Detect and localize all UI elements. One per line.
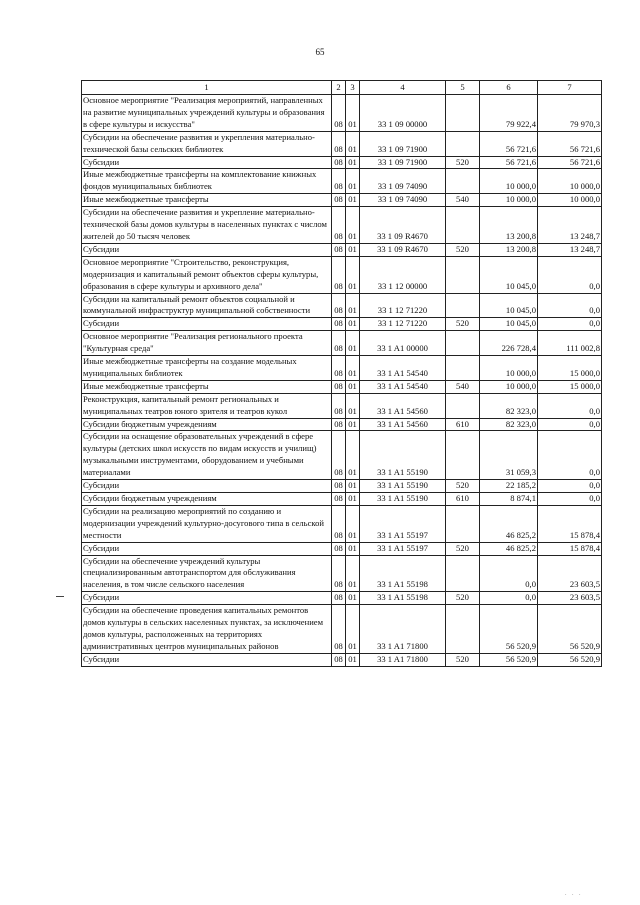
margin-mark (56, 596, 64, 597)
amount-year2-cell: 56 721,6 (538, 156, 602, 169)
column-header: 4 (360, 81, 446, 95)
amount-year1-cell: 31 059,3 (480, 431, 538, 480)
subsection-code-cell: 01 (346, 418, 360, 431)
amount-year1-cell: 10 045,0 (480, 318, 538, 331)
subsection-code-cell: 01 (346, 194, 360, 207)
amount-year2-cell: 23 603,5 (538, 592, 602, 605)
amount-year1-cell: 0,0 (480, 592, 538, 605)
section-code-cell: 08 (332, 131, 346, 156)
target-article-cell: 33 1 A1 71800 (360, 605, 446, 654)
table-row (82, 480, 602, 493)
table-row (82, 318, 602, 331)
table-row (82, 493, 602, 506)
amount-year2-cell: 0,0 (538, 256, 602, 293)
expense-type-cell: 540 (446, 380, 480, 393)
table-row (82, 207, 602, 244)
target-article-cell: 33 1 A1 55190 (360, 431, 446, 480)
target-article-cell: 33 1 09 74090 (360, 169, 446, 194)
amount-year1-cell: 56 721,6 (480, 156, 538, 169)
expense-type-cell (446, 131, 480, 156)
row-name-cell: Субсидии (82, 318, 332, 331)
table-row (82, 293, 602, 318)
table-row (82, 555, 602, 592)
target-article-cell: 33 1 A1 54560 (360, 393, 446, 418)
section-code-cell: 08 (332, 243, 346, 256)
section-code-cell: 08 (332, 194, 346, 207)
table-row (82, 169, 602, 194)
amount-year1-cell: 10 045,0 (480, 256, 538, 293)
table-row (82, 243, 602, 256)
target-article-cell: 33 1 A1 55190 (360, 480, 446, 493)
row-name-cell: Основное мероприятие "Реализация мероприятий, направленных на развитие муниципальных учреждений культуры и образования в сфере культуры и искусства" (82, 95, 332, 132)
section-code-cell: 08 (332, 169, 346, 194)
target-article-cell: 33 1 09 71900 (360, 131, 446, 156)
section-code-cell: 08 (332, 207, 346, 244)
budget-table (81, 80, 602, 667)
subsection-code-cell: 01 (346, 653, 360, 666)
section-code-cell: 08 (332, 331, 346, 356)
section-code-cell: 08 (332, 356, 346, 381)
section-code-cell: 08 (332, 480, 346, 493)
amount-year1-cell: 82 323,0 (480, 418, 538, 431)
section-code-cell: 08 (332, 418, 346, 431)
row-name-cell: Субсидии на оснащение образовательных учреждений в сфере культуры (детских школ искусств по видам искусств и училищ) музыкальными инструментами, оборудованием и учебными материалами (82, 431, 332, 480)
amount-year2-cell: 0,0 (538, 431, 602, 480)
amount-year2-cell: 56 520,9 (538, 605, 602, 654)
amount-year1-cell: 82 323,0 (480, 393, 538, 418)
expense-type-cell: 520 (446, 480, 480, 493)
row-name-cell: Субсидии на обеспечение развития и укрепления материально-технической базы сельских библиотек (82, 131, 332, 156)
subsection-code-cell: 01 (346, 555, 360, 592)
row-name-cell: Основное мероприятие "Реализация регионального проекта "Культурная среда" (82, 331, 332, 356)
table-row (82, 592, 602, 605)
column-header: 3 (346, 81, 360, 95)
table-row (82, 331, 602, 356)
target-article-cell: 33 1 A1 55198 (360, 555, 446, 592)
expense-type-cell (446, 207, 480, 244)
section-code-cell: 08 (332, 592, 346, 605)
target-article-cell: 33 1 12 00000 (360, 256, 446, 293)
target-article-cell: 33 1 A1 54540 (360, 356, 446, 381)
subsection-code-cell: 01 (346, 480, 360, 493)
expense-type-cell (446, 356, 480, 381)
row-name-cell: Иные межбюджетные трансферты на комплектование книжных фондов муниципальных библиотек (82, 169, 332, 194)
expense-type-cell (446, 256, 480, 293)
expense-type-cell (446, 169, 480, 194)
expense-type-cell: 520 (446, 542, 480, 555)
table-row (82, 356, 602, 381)
expense-type-cell: 540 (446, 194, 480, 207)
amount-year2-cell: 56 721,6 (538, 131, 602, 156)
row-name-cell: Субсидии (82, 480, 332, 493)
subsection-code-cell: 01 (346, 156, 360, 169)
amount-year1-cell: 226 728,4 (480, 331, 538, 356)
table-row (82, 605, 602, 654)
amount-year2-cell: 15 000,0 (538, 356, 602, 381)
expense-type-cell (446, 393, 480, 418)
expense-type-cell (446, 555, 480, 592)
row-name-cell: Реконструкция, капитальный ремонт региональных и муниципальных театров юного зрителя и театров кукол (82, 393, 332, 418)
amount-year2-cell: 13 248,7 (538, 207, 602, 244)
row-name-cell: Субсидии на обеспечение проведения капитальных ремонтов домов культуры в сельских населенных пунктах, за исключением домов культуры, расположенных на территориях административных центров муниципальных районов (82, 605, 332, 654)
subsection-code-cell: 01 (346, 605, 360, 654)
target-article-cell: 33 1 12 71220 (360, 293, 446, 318)
target-article-cell: 33 1 A1 00000 (360, 331, 446, 356)
section-code-cell: 08 (332, 393, 346, 418)
amount-year1-cell: 10 000,0 (480, 380, 538, 393)
amount-year2-cell: 0,0 (538, 293, 602, 318)
section-code-cell: 08 (332, 542, 346, 555)
subsection-code-cell: 01 (346, 293, 360, 318)
subsection-code-cell: 01 (346, 95, 360, 132)
table-row (82, 542, 602, 555)
section-code-cell: 08 (332, 256, 346, 293)
section-code-cell: 08 (332, 505, 346, 542)
target-article-cell: 33 1 A1 55198 (360, 592, 446, 605)
expense-type-cell (446, 605, 480, 654)
table-row (82, 156, 602, 169)
row-name-cell: Субсидии на капитальный ремонт объектов социальной и коммунальной инфраструктур муниципальной собственности (82, 293, 332, 318)
expense-type-cell (446, 293, 480, 318)
column-header: 6 (480, 81, 538, 95)
amount-year2-cell: 0,0 (538, 393, 602, 418)
amount-year1-cell: 79 922,4 (480, 95, 538, 132)
subsection-code-cell: 01 (346, 331, 360, 356)
row-name-cell: Субсидии бюджетным учреждениям (82, 418, 332, 431)
amount-year2-cell: 0,0 (538, 493, 602, 506)
amount-year1-cell: 10 000,0 (480, 356, 538, 381)
section-code-cell: 08 (332, 653, 346, 666)
subsection-code-cell: 01 (346, 243, 360, 256)
amount-year2-cell: 0,0 (538, 480, 602, 493)
amount-year2-cell: 23 603,5 (538, 555, 602, 592)
section-code-cell: 08 (332, 156, 346, 169)
amount-year1-cell: 10 045,0 (480, 293, 538, 318)
section-code-cell: 08 (332, 380, 346, 393)
page-number: 65 (315, 47, 325, 57)
amount-year1-cell: 13 200,8 (480, 207, 538, 244)
target-article-cell: 33 1 09 00000 (360, 95, 446, 132)
expense-type-cell (446, 431, 480, 480)
amount-year1-cell: 22 185,2 (480, 480, 538, 493)
target-article-cell: 33 1 A1 54540 (360, 380, 446, 393)
expense-type-cell: 610 (446, 493, 480, 506)
amount-year2-cell: 111 002,8 (538, 331, 602, 356)
section-code-cell: 08 (332, 431, 346, 480)
amount-year1-cell: 56 520,9 (480, 653, 538, 666)
target-article-cell: 33 1 09 71900 (360, 156, 446, 169)
subsection-code-cell: 01 (346, 542, 360, 555)
amount-year2-cell: 0,0 (538, 318, 602, 331)
subsection-code-cell: 01 (346, 207, 360, 244)
row-name-cell: Иные межбюджетные трансферты (82, 194, 332, 207)
subsection-code-cell: 01 (346, 592, 360, 605)
section-code-cell: 08 (332, 555, 346, 592)
subsection-code-cell: 01 (346, 131, 360, 156)
table-row (82, 194, 602, 207)
section-code-cell: 08 (332, 293, 346, 318)
amount-year1-cell: 10 000,0 (480, 169, 538, 194)
subsection-code-cell: 01 (346, 493, 360, 506)
expense-type-cell (446, 95, 480, 132)
row-name-cell: Субсидии бюджетным учреждениям (82, 493, 332, 506)
amount-year2-cell: 56 520,9 (538, 653, 602, 666)
table-row (82, 393, 602, 418)
row-name-cell: Субсидии (82, 653, 332, 666)
target-article-cell: 33 1 A1 71800 (360, 653, 446, 666)
column-header: 2 (332, 81, 346, 95)
amount-year1-cell: 0,0 (480, 555, 538, 592)
table-row (82, 431, 602, 480)
amount-year2-cell: 79 970,3 (538, 95, 602, 132)
section-code-cell: 08 (332, 493, 346, 506)
row-name-cell: Основное мероприятие "Строительство, реконструкция, модернизация и капитальный ремонт объектов сферы культуры, образования в сфере культуры и архивного дела" (82, 256, 332, 293)
table-header-row (82, 81, 602, 95)
amount-year2-cell: 13 248,7 (538, 243, 602, 256)
amount-year1-cell: 56 520,9 (480, 605, 538, 654)
target-article-cell: 33 1 A1 55197 (360, 505, 446, 542)
table-row (82, 256, 602, 293)
target-article-cell: 33 1 09 R4670 (360, 243, 446, 256)
subsection-code-cell: 01 (346, 431, 360, 480)
subsection-code-cell: 01 (346, 393, 360, 418)
expense-type-cell: 520 (446, 592, 480, 605)
table-row (82, 653, 602, 666)
row-name-cell: Иные межбюджетные трансферты на создание модельных муниципальных библиотек (82, 356, 332, 381)
column-header: 1 (82, 81, 332, 95)
table-row (82, 505, 602, 542)
amount-year1-cell: 56 721,6 (480, 131, 538, 156)
target-article-cell: 33 1 12 71220 (360, 318, 446, 331)
amount-year1-cell: 46 825,2 (480, 505, 538, 542)
amount-year1-cell: 8 874,1 (480, 493, 538, 506)
row-name-cell: Субсидии (82, 592, 332, 605)
target-article-cell: 33 1 A1 55190 (360, 493, 446, 506)
expense-type-cell: 520 (446, 653, 480, 666)
row-name-cell: Иные межбюджетные трансферты (82, 380, 332, 393)
amount-year2-cell: 10 000,0 (538, 194, 602, 207)
row-name-cell: Субсидии на обеспечение учреждений культуры специализированным автотранспортом для обслуживания населения, в том числе сельского населения (82, 555, 332, 592)
target-article-cell: 33 1 A1 54560 (360, 418, 446, 431)
subsection-code-cell: 01 (346, 380, 360, 393)
table-row (82, 131, 602, 156)
scan-artifact: . . . (565, 891, 583, 897)
expense-type-cell: 520 (446, 318, 480, 331)
expense-type-cell: 610 (446, 418, 480, 431)
section-code-cell: 08 (332, 318, 346, 331)
row-name-cell: Субсидии на реализацию мероприятий по созданию и модернизации учреждений культурно-досугового типа в сельской местности (82, 505, 332, 542)
subsection-code-cell: 01 (346, 505, 360, 542)
target-article-cell: 33 1 A1 55197 (360, 542, 446, 555)
amount-year2-cell: 15 878,4 (538, 542, 602, 555)
table-row (82, 418, 602, 431)
expense-type-cell: 520 (446, 156, 480, 169)
amount-year2-cell: 0,0 (538, 418, 602, 431)
expense-type-cell (446, 505, 480, 542)
amount-year2-cell: 15 878,4 (538, 505, 602, 542)
row-name-cell: Субсидии (82, 243, 332, 256)
column-header: 5 (446, 81, 480, 95)
row-name-cell: Субсидии (82, 156, 332, 169)
subsection-code-cell: 01 (346, 356, 360, 381)
amount-year1-cell: 46 825,2 (480, 542, 538, 555)
table-row (82, 95, 602, 132)
target-article-cell: 33 1 09 74090 (360, 194, 446, 207)
subsection-code-cell: 01 (346, 256, 360, 293)
amount-year1-cell: 13 200,8 (480, 243, 538, 256)
subsection-code-cell: 01 (346, 169, 360, 194)
row-name-cell: Субсидии на обеспечение развития и укрепление материально-технической базы домов культуры в населенных пунктах с числом жителей до 50 тысяч человек (82, 207, 332, 244)
amount-year1-cell: 10 000,0 (480, 194, 538, 207)
amount-year2-cell: 15 000,0 (538, 380, 602, 393)
target-article-cell: 33 1 09 R4670 (360, 207, 446, 244)
row-name-cell: Субсидии (82, 542, 332, 555)
subsection-code-cell: 01 (346, 318, 360, 331)
expense-type-cell: 520 (446, 243, 480, 256)
amount-year2-cell: 10 000,0 (538, 169, 602, 194)
section-code-cell: 08 (332, 605, 346, 654)
table-row (82, 380, 602, 393)
expense-type-cell (446, 331, 480, 356)
section-code-cell: 08 (332, 95, 346, 132)
column-header: 7 (538, 81, 602, 95)
